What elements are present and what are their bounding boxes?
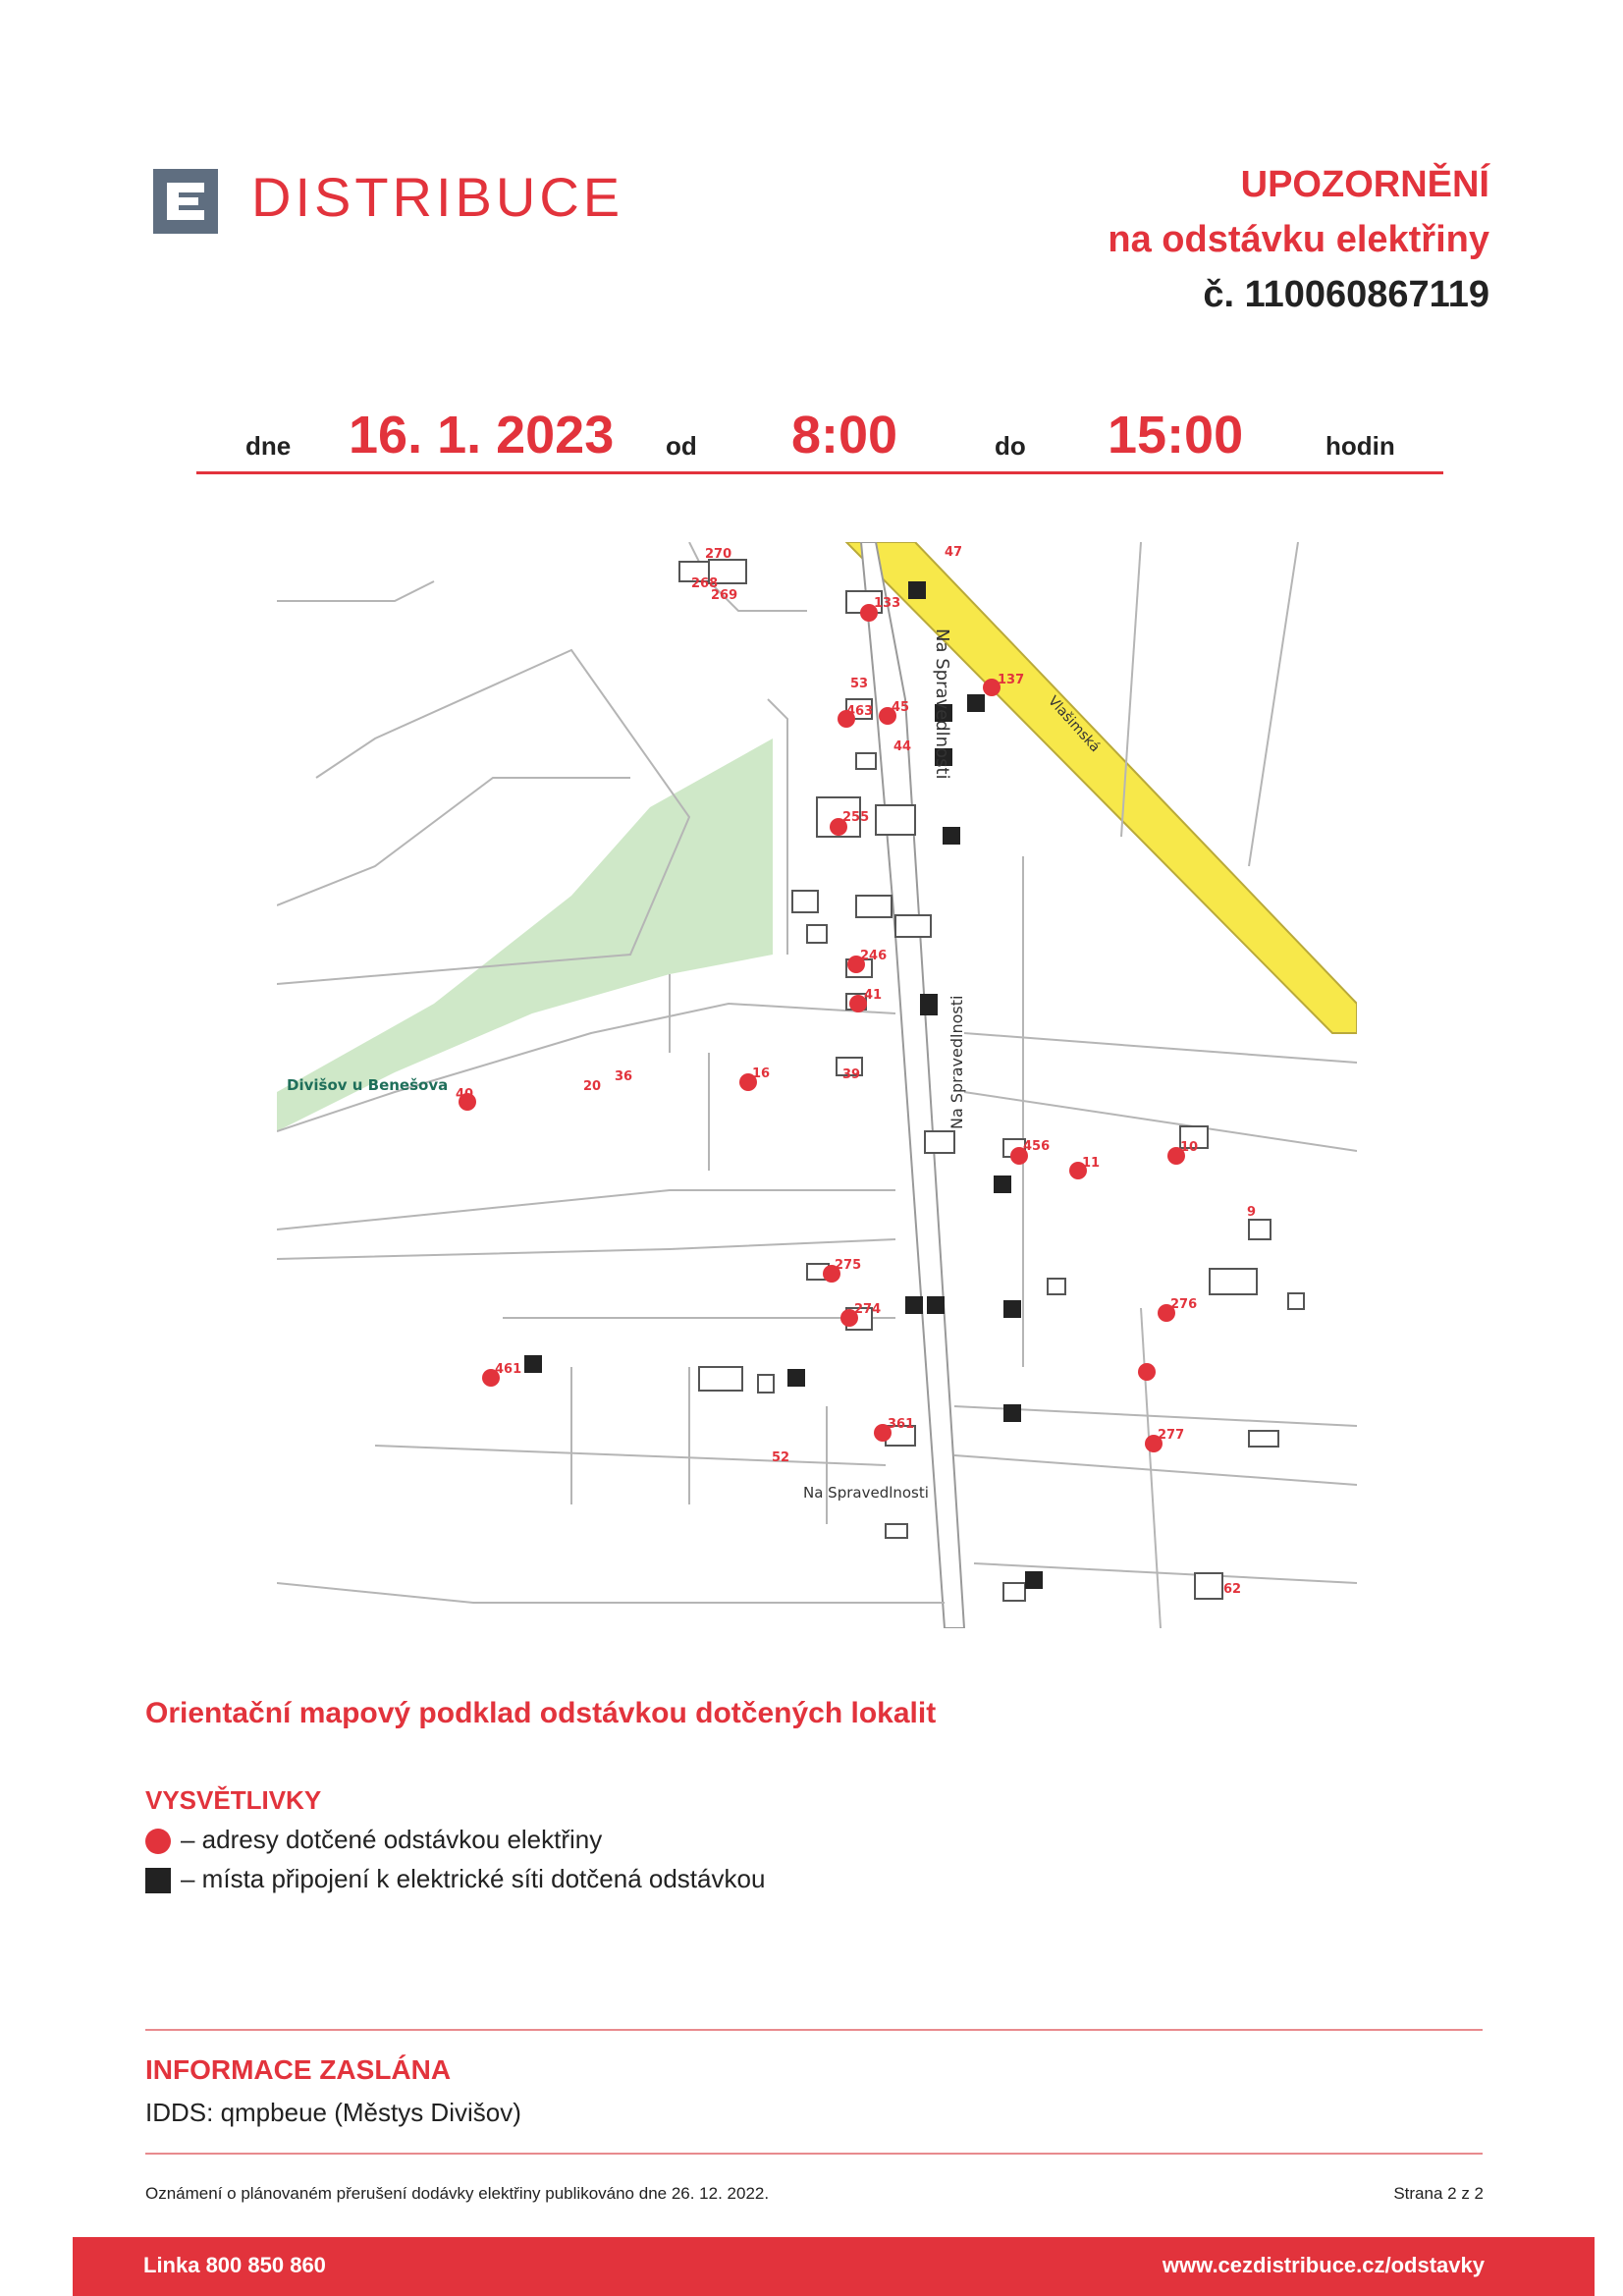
house-number: 269 xyxy=(711,588,738,603)
house-number: 10 xyxy=(1180,1140,1199,1155)
house-number: 20 xyxy=(583,1079,602,1094)
legend-connection-text: – místa připojení k elektrické síti dotčená odstávkou xyxy=(181,1864,766,1893)
connection-point xyxy=(524,1355,542,1373)
house-number: 276 xyxy=(1170,1297,1198,1312)
outage-map xyxy=(277,542,1357,1628)
house-number: 9 xyxy=(1247,1205,1257,1220)
address-point xyxy=(1138,1363,1156,1381)
connection-point xyxy=(905,1296,923,1314)
house-number: 44 xyxy=(893,739,912,754)
street-label-na-spravedlnosti-3: Na Spravedlnosti xyxy=(803,1484,929,1502)
outage-date: 16. 1. 2023 xyxy=(349,406,615,465)
connection-point xyxy=(1025,1571,1043,1589)
legend-address-text: – adresy dotčené odstávkou elektřiny xyxy=(181,1825,603,1854)
notice-title xyxy=(1108,157,1489,322)
footer-bar xyxy=(73,2237,1595,2296)
street-label-na-spravedlnosti-2: Na Spravedlnosti xyxy=(947,995,966,1129)
house-number: 456 xyxy=(1023,1139,1051,1154)
from-label: od xyxy=(666,431,697,461)
house-number: 361 xyxy=(888,1417,915,1432)
street-label-na-spravedlnosti: Na Spravedlnosti xyxy=(932,629,952,780)
notice-heading: UPOZORNĚNÍ xyxy=(1240,164,1489,205)
divider xyxy=(145,2029,1483,2031)
house-number: 275 xyxy=(835,1258,862,1273)
connection-point xyxy=(1003,1404,1021,1422)
connection-point xyxy=(908,581,926,599)
street-label-vlasimska: Vlašimská xyxy=(1045,692,1104,756)
info-title: INFORMACE ZASLÁNA xyxy=(145,2054,452,2085)
red-dot-icon xyxy=(145,1829,171,1854)
black-square-icon xyxy=(145,1868,171,1893)
house-number: 255 xyxy=(842,810,870,825)
house-number: 463 xyxy=(846,704,874,719)
day-label: dne xyxy=(245,431,292,461)
house-number: 137 xyxy=(998,673,1025,687)
from-time: 8:00 xyxy=(791,406,898,465)
place-label: Divišov u Benešova xyxy=(287,1076,449,1094)
house-number: 461 xyxy=(495,1362,522,1377)
house-number: 277 xyxy=(1158,1428,1185,1443)
legend-item-connection xyxy=(145,1864,765,1894)
house-number: 274 xyxy=(854,1302,882,1317)
house-number: 40 xyxy=(456,1087,474,1102)
unit-label: hodin xyxy=(1325,431,1395,461)
house-number: 16 xyxy=(752,1066,771,1081)
house-number: 45 xyxy=(892,700,910,715)
connection-point xyxy=(994,1175,1011,1193)
house-number: 39 xyxy=(842,1067,861,1082)
house-number: 47 xyxy=(945,545,963,560)
connection-point xyxy=(787,1369,805,1387)
divider xyxy=(145,2153,1483,2155)
connection-point xyxy=(1003,1300,1021,1318)
house-number: 53 xyxy=(850,677,869,691)
house-number: 246 xyxy=(860,949,888,963)
notice-number: č. 110060867119 xyxy=(1203,274,1489,315)
map-caption: Orientační mapový podklad odstávkou dotčených lokalit xyxy=(145,1697,937,1729)
legend-title: VYSVĚTLIVKY xyxy=(145,1785,322,1815)
to-label: do xyxy=(995,431,1026,461)
legend-item-address xyxy=(145,1825,602,1855)
house-number: 268 xyxy=(691,576,719,591)
page-number: Strana 2 z 2 xyxy=(1393,2184,1484,2203)
connection-point xyxy=(967,694,985,712)
to-time: 15:00 xyxy=(1108,406,1244,465)
house-number: 133 xyxy=(874,596,901,611)
notice-subheading: na odstávku elektřiny xyxy=(1108,219,1489,260)
hotline-text: Linka 800 850 860 xyxy=(143,2253,326,2277)
house-number: 62 xyxy=(1223,1582,1242,1597)
connection-point xyxy=(943,827,960,845)
footer-link[interactable]: www.cezdistribuce.cz/odstavky xyxy=(1162,2253,1485,2277)
schedule-row xyxy=(196,393,1443,474)
info-text: IDDS: qmpbeue (Městys Divišov) xyxy=(145,2098,521,2127)
connection-point xyxy=(920,994,938,1015)
house-number: 41 xyxy=(864,988,883,1003)
footnote: Oznámení o plánovaném přerušení dodávky elektřiny publikováno dne 26. 12. 2022. xyxy=(145,2184,770,2203)
house-number: 52 xyxy=(772,1450,790,1465)
house-number: 270 xyxy=(705,547,732,562)
house-number: 11 xyxy=(1082,1156,1101,1171)
cez-logo-icon xyxy=(153,169,218,234)
logo-text: DISTRIBUCE xyxy=(251,166,624,228)
house-number: 36 xyxy=(615,1069,633,1084)
connection-point xyxy=(927,1296,945,1314)
